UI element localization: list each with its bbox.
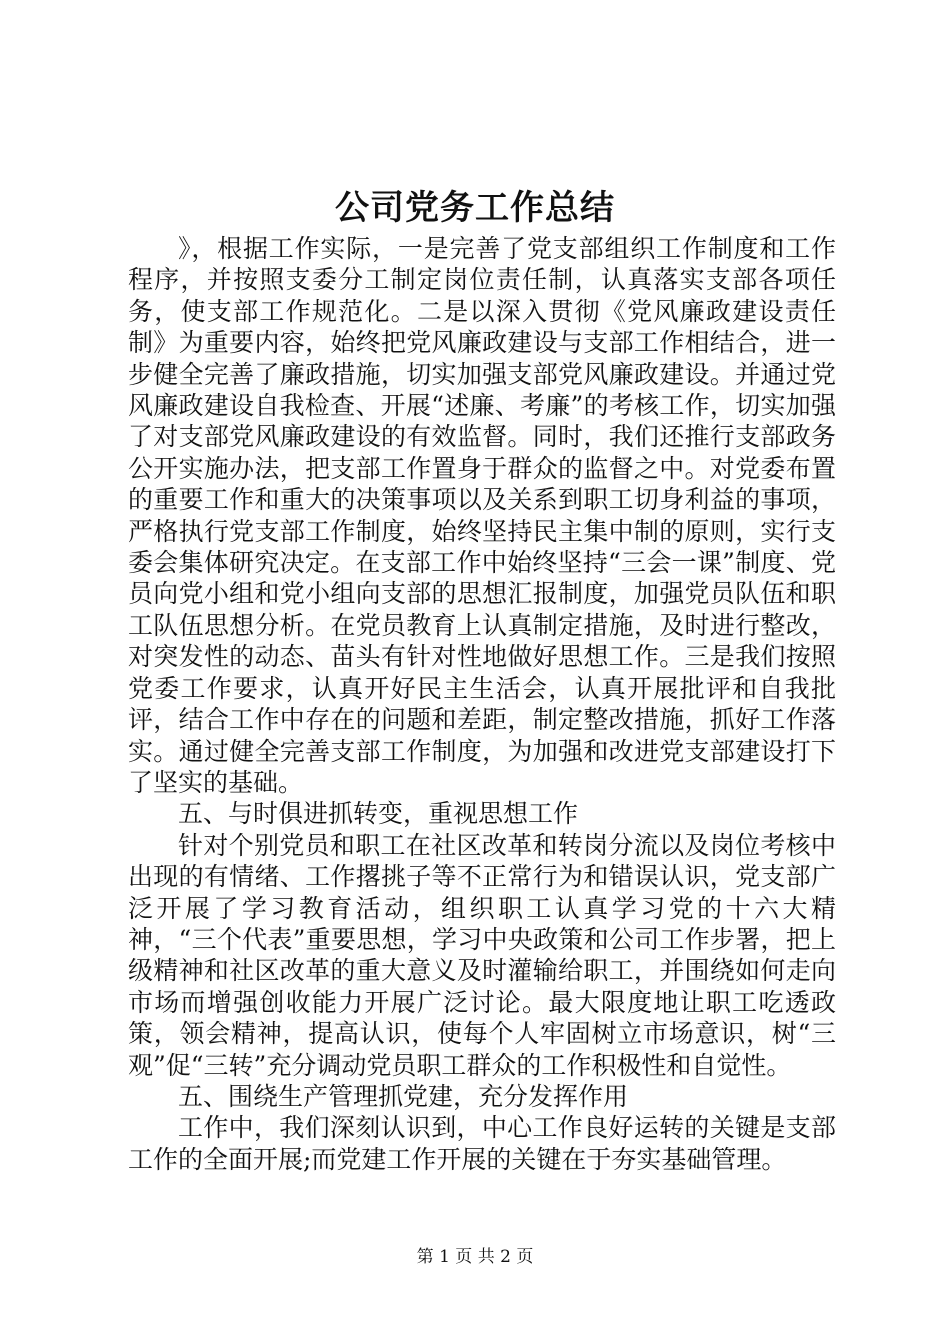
paragraph-study-education: 针对个别党员和职工在社区改革和转岗分流以及岗位考核中出现的有情绪、工作撂挑子等不正常行为和错误认识，党支部广泛开展了学习教育活动，组织职工认真学习党的十六大精神，“三个代表”重要思想，学习中央政策和公司工作步署，把上级精神和社区改革的重大意义及时灌输给职工，并围绕如何走向市场而增强创收能力开展广泛讨论。最大限度地让职工吃透政策，领会精神，提高认识，使每个人牢固树立市场意识，树“三观”促“三转”充分调动党员职工群众的工作积极性和自觉性。	[128, 830, 836, 1080]
section-heading-production-management: 五、围绕生产管理抓党建，充分发挥作用	[178, 1081, 629, 1111]
document-title: 公司党务工作总结	[335, 188, 615, 228]
paragraph-work-key: 工作中，我们深刻认识到，中心工作良好运转的关键是支部工作的全面开展;而党建工作开展的关键在于夯实基础管理。	[128, 1113, 836, 1174]
page-footer: 第 1 页 共 2 页	[416, 1247, 534, 1267]
document-body	[128, 233, 836, 1175]
paragraph-party-branch-system: 》，根据工作实际，一是完善了党支部组织工作制度和工作程序，并按照支委分工制定岗位责任制，认真落实支部各项任务，使支部工作规范化。二是以深入贯彻《党风廉政建设责任制》为重要内容，始终把党风廉政建设与支部工作相结合，进一步健全完善了廉政措施，切实加强支部党风廉政建设。并通过党风廉政建设自我检查、开展“述廉、考廉”的考核工作，切实加强了对支部党风廉政建设的有效监督。同时，我们还推行支部政务公开实施办法，把支部工作置身于群众的监督之中。对党委布置的重要工作和重大的决策事项以及关系到职工切身利益的事项，严格执行党支部工作制度，始终坚持民主集中制的原则，实行支委会集体研究决定。在支部工作中始终坚持“三会一课”制度、党员向党小组和党小组向支部的思想汇报制度，加强党员队伍和职工队伍思想分析。在党员教育上认真制定措施，及时进行整改，对突发性的动态、苗头有针对性地做好思想工作。三是我们按照党委工作要求，认真开好民主生活会，认真开展批评和自我批评，结合工作中存在的问题和差距，制定整改措施，抓好工作落实。通过健全完善支部工作制度，为加强和改进党支部建设打下了坚实的基础。	[128, 234, 836, 797]
section-heading-ideological-work: 五、与时俱进抓转变，重视思想工作	[178, 799, 579, 829]
